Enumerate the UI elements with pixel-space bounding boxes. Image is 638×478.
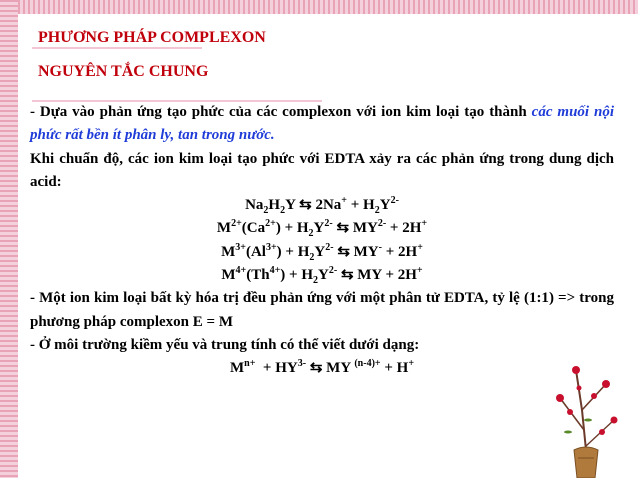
top-border [18, 0, 638, 14]
equation-2: $M^{2+}(Ca^{2+}) + H_2Y^{2-}$ ⇆ $MY^{2-} + 2H^+$ [216, 218, 428, 240]
equation-1: $Na_2H_2Y$ ⇆ $2Na^+ + H_2Y^{2-}$ [245, 195, 399, 217]
principle-text: - Dựa vào phản ứng tạo phức của các complexon với ion kim loại tạo thành [30, 104, 527, 120]
equilibrium-arrow: ⇆ [309, 360, 323, 377]
equilibrium-arrow: ⇆ [340, 267, 354, 284]
equilibrium-arrow: ⇆ [336, 220, 350, 237]
section-heading: NGUYÊN TẮC CHUNG [38, 63, 209, 80]
paragraph-principle [30, 101, 614, 148]
equilibrium-arrow: ⇆ [299, 197, 312, 214]
paragraph-ratio: - Một ion kim loại bất kỳ hóa trị đều phản ứng với một phân tử EDTA, tỷ lệ (1:1) => trong phương pháp complexon E = M [30, 290, 614, 330]
principle-italic: các muối nội phức rất bền ít phân ly, tan trong nước. [30, 104, 615, 144]
left-border [0, 0, 18, 478]
equilibrium-arrow: ⇆ [337, 243, 350, 260]
paragraph-weak-base: - Ở môi trường kiềm yếu và trung tính có thể viết dưới dạng: [30, 336, 420, 353]
page-title: PHƯƠNG PHÁP COMPLEXON [38, 29, 266, 46]
paragraph-titration: Khi chuẩn độ, các ion kim loại tạo phức với EDTA xảy ra các phản ứng trong dung dịch acid: [30, 150, 614, 190]
equation-4: $M^{4+}(Th^{4+}) + H_2Y^{2-}$ ⇆ MY + 2H+ [221, 265, 423, 287]
equation-3: $M^{3+}(Al^{3+}) + H_2Y^{2-}$ ⇆ MY- + 2H+ [221, 241, 423, 263]
plum-blossom-vase-illustration [548, 350, 628, 478]
slide-content [30, 101, 614, 381]
title-underline [32, 47, 202, 49]
equation-5: $M^{n+} + HY^{3-}$ ⇆ MY $^{(n-4)+}$ + H+ [229, 358, 415, 377]
